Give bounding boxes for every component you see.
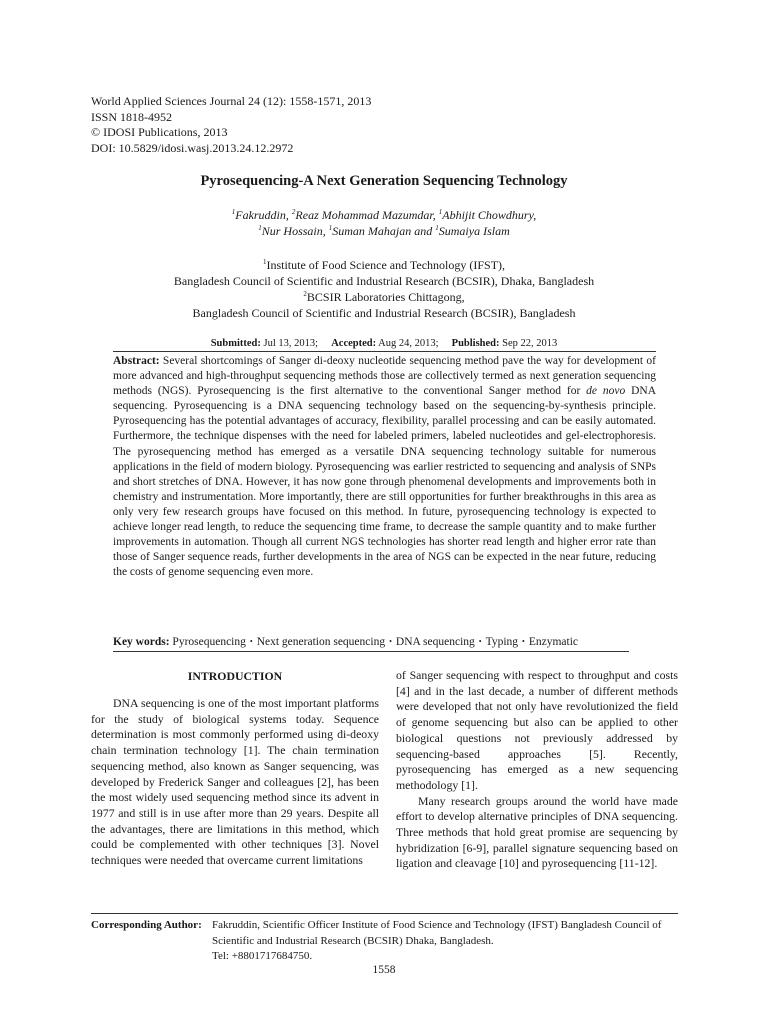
author-name: Reaz Mohammad Mazumdar, [295, 208, 439, 222]
affiliation-2-line-2: Bangladesh Council of Scientific and Industrial Research (BCSIR), Bangladesh [192, 306, 576, 320]
submitted-date: Jul 13, 2013; [263, 338, 319, 349]
author-name: Fakruddin, [235, 208, 292, 222]
published-label: Published: [451, 338, 500, 349]
corresponding-author-label: Corresponding Author: [91, 919, 202, 931]
author-name: Sumaiya Islam [438, 224, 510, 238]
author-name: Abhijit Chowdhury, [442, 208, 537, 222]
keyword: Enzymatic [528, 636, 579, 648]
accepted-label: Accepted: [331, 338, 377, 349]
journal-metadata [91, 94, 371, 156]
abstract-text: Several shortcomings of Sanger di-deoxy nucleotide sequencing method pave the way for development of more advanced and high-throughput sequencing methods those are collectively termed as next generation sequencing methods (NGS). Pyrosequencing is the first alternative to the conventional Sanger method for [113, 355, 656, 398]
abstract-italic-term: de novo [586, 385, 626, 398]
author-list [0, 207, 768, 239]
keyword-separator: • [478, 637, 482, 646]
keyword: DNA sequencing [395, 636, 475, 648]
doi[interactable]: DOI: 10.5829/idosi.wasj.2013.24.12.2972 [91, 140, 294, 155]
keyword: Pyrosequencing [172, 636, 246, 648]
keyword-separator: • [389, 637, 392, 646]
abstract-label: Abstract: [113, 355, 160, 367]
keyword: Typing [485, 636, 519, 648]
author-name: Nur Hossain, [261, 224, 329, 238]
intro-paragraph-2: Many research groups around the world have made effort to develop alternative principles of DNA sequencing. Three methods that hold great promise are sequencing by hybridization [6-9], parallel signature sequencing based on ligation and cleavage [10] and pyrosequencing [11-12]. [396, 793, 678, 871]
keyword-separator: • [522, 637, 525, 646]
right-column [396, 668, 678, 872]
keywords [113, 636, 578, 648]
keyword: Next generation sequencing [256, 636, 386, 648]
journal-citation: World Applied Sciences Journal 24 (12): 1558-1571, 2013 [91, 94, 372, 108]
keywords-underline [113, 651, 629, 652]
intro-paragraph-1: DNA sequencing is one of the most important platforms for the study of biological systems today. Sequence determination is most commonly performed using di-deoxy chain termination technology [1]. The chain termination sequencing method, also known as Sanger sequencing, was developed by Frederick Sanger and colleagues [2], has been the most widely used sequencing method since its advent in 1977 and still is in use after more than 29 years. Despite all the advantages, there are limitations in this method, which could be complemented with other techniques [3]. Novel techniques were needed that overcame current limitations [91, 696, 379, 868]
affiliation-1-line-2: Bangladesh Council of Scientific and Industrial Research (BCSIR), Dhaka, Bangladesh [173, 274, 595, 288]
author-line-1: $^1$Fakruddin, $^2$Reaz Mohammad Mazumdar, $^1$Abhijit Chowdhury, [231, 208, 537, 222]
published-date: Sep 22, 2013 [502, 338, 558, 349]
keywords-label: Key words: [113, 636, 170, 648]
keyword-separator: • [249, 637, 253, 646]
abstract-text-continued: DNA sequencing. Pyrosequencing is a DNA sequencing technology based on the sequencing-by-synthesis principle. Pyrosequencing has the potential advantages of accuracy, flexibility, parallel processing and can be easily automated. Furthermore, the technique dispenses with the need for labeled primers, labeled nucleotides and gel-electrophoresis. The pyrosequencing method has emerged as a versatile DNA sequencing technology suitable for numerous applications in the field of modern biology. Pyrosequencing was earlier restricted to sequencing and analysis of SNPs and short stretches of DNA. However, it has now gone through phenomenal developments and improvements both in chemistry and instrumentation. More importantly, there are still opportunities for further breakthroughs in this area as only very few research groups have focused on this method. In future, pyrosequencing technology is expected to achieve longer read length, to reduce the sequencing time frame, to decrease the sample quantity and to make further improvements in automation. Though all current NGS technologies has shorter read length and higher error rate than those of Sanger sequence reads, further developments in the area of NGS can be expected in the near future, reducing the costs of genome sequencing even more. [113, 385, 656, 579]
submitted-label: Submitted: [210, 338, 261, 349]
affiliation-1-line-1: $^1$Institute of Food Science and Technology (IFST), [262, 258, 506, 272]
footnote-rule [91, 913, 678, 914]
intro-paragraph-1-continued: of Sanger sequencing with respect to throughput and costs [4] and in the last decade, a number of different methods were developed that not only have revolutionized the field of genome sequencing but also can be applied to other biological questions not previously addressed by sequencing-based approaches [5]. Recently, pyrosequencing has emerged as a new sequencing methodology [1]. [396, 668, 678, 792]
paper-title: Pyrosequencing-A Next Generation Sequencing Technology [200, 173, 568, 189]
section-heading-introduction: INTRODUCTION [187, 669, 283, 683]
abstract-top-rule [113, 351, 656, 352]
publication-dates [0, 338, 768, 349]
accepted-date: Aug 24, 2013; [378, 338, 439, 349]
affiliation-2-line-1: $^2$BCSIR Laboratories Chittagong, [303, 290, 465, 304]
corresponding-author-details: Fakruddin, Scientific Officer Institute of Food Science and Technology (IFST) Bangladesh Council of Scientific and Industrial Research (BCSIR) Dhaka, Bangladesh. Tel: +8801717684750. [212, 919, 662, 962]
abstract [113, 354, 656, 580]
copyright: © IDOSI Publications, 2013 [91, 125, 228, 139]
affiliations [0, 257, 768, 321]
author-name: Suman Mahajan and [332, 224, 436, 238]
author-line-2: $^1$Nur Hossain, $^1$Suman Mahajan and $^1$Sumaiya Islam [258, 224, 510, 238]
left-column [91, 696, 379, 869]
issn: ISSN 1818-4952 [91, 109, 173, 124]
page-number: 1558 [372, 964, 396, 976]
